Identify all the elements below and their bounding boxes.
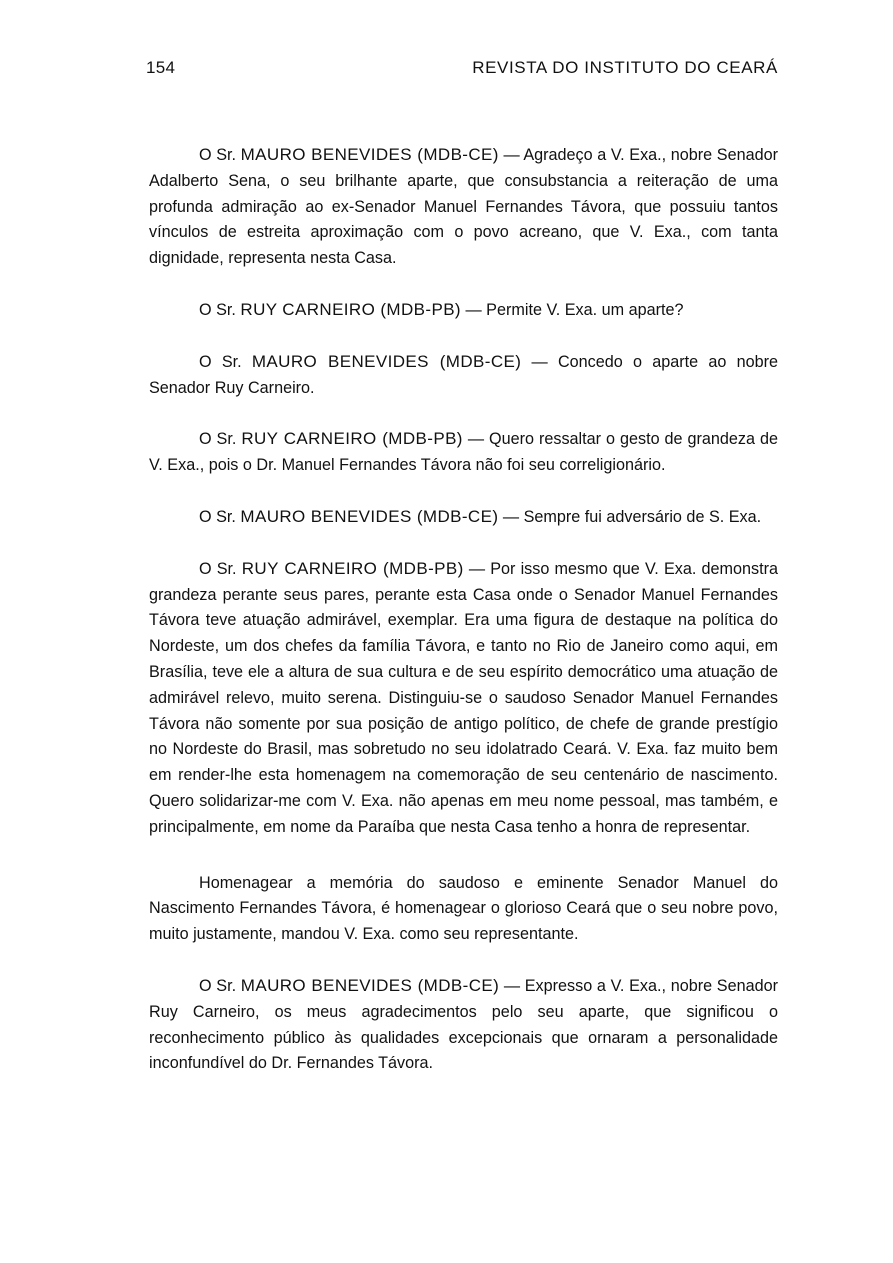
running-title: REVISTA DO INSTITUTO DO CEARÁ <box>472 58 778 77</box>
speaker-prefix: O Sr. <box>199 352 252 371</box>
speaker-prefix: O Sr. <box>199 559 242 578</box>
body-text <box>149 142 778 1102</box>
speaker-name: MAURO BENEVIDES (MDB-CE) <box>240 506 499 526</box>
speech-text: — Agradeço a V. Exa., nobre Senador Adalberto Sena, o seu brilhante aparte, que consubstancia a reiteração de uma profunda admiração ao ex-Senador Manuel Fernandes Távora, que possuiu tantos vínculos de estreita aproximação com o povo acreano, que V. Exa., com tanta dignidade, representa nesta Casa. <box>149 146 778 268</box>
speech-text: — Concedo o aparte ao nobre Senador Ruy Carneiro. <box>149 352 778 397</box>
speaker-prefix: O Sr. <box>199 976 241 995</box>
speaker-prefix: O Sr. <box>199 430 242 449</box>
paragraph-6 <box>149 556 778 841</box>
paragraph-3 <box>149 349 778 402</box>
paragraph-4 <box>149 426 778 479</box>
paragraph-8 <box>149 973 778 1077</box>
speaker-prefix: O Sr. <box>199 300 241 319</box>
page-header <box>146 58 778 82</box>
speech-text: — Sempre fui adversário de S. Exa. <box>498 507 762 526</box>
paragraph-5 <box>149 504 778 531</box>
speaker-name: MAURO BENEVIDES (MDB-CE) <box>240 975 500 995</box>
speaker-name: MAURO BENEVIDES (MDB-CE) <box>251 351 522 371</box>
speech-text: — Por isso mesmo que V. Exa. demonstra grandeza perante seus pares, perante esta Casa onde o Senador Manuel Fernandes Távora teve atuação admirável, exemplar. Era uma figura de destaque na política do Nordeste, um dos chefes da família Távora, e tanto no Rio de Janeiro como aqui, em Brasília, teve ele a altura de sua cultura e de seu espírito democrático uma atuação de admirável relevo, muito serena. Distinguiu-se o saudoso Senador Manuel Fernandes Távora não somente por sua posição de antigo político, de chefe de grande prestígio no Nordeste do Brasil, mas sobretudo no seu idolatrado Ceará. V. Exa. faz muito bem em render-lhe esta homenagem na comemoração de seu centenário de nascimento. Quero solidarizar-me com V. Exa. não apenas em meu nome pessoal, mas também, e principalmente, em nome da Paraíba que nesta Casa tenho a honra de representar. <box>149 559 778 836</box>
speech-text: — Quero ressaltar o gesto de grandeza de V. Exa., pois o Dr. Manuel Fernandes Távora não foi seu correligionário. <box>149 430 778 475</box>
paragraph-2 <box>149 297 778 324</box>
speaker-name: RUY CARNEIRO (MDB-PB) <box>241 429 463 449</box>
speaker-name: RUY CARNEIRO (MDB-PB) <box>241 558 464 578</box>
speaker-name: RUY CARNEIRO (MDB-PB) <box>240 299 461 319</box>
paragraph-7 <box>149 871 778 948</box>
speaker-name: MAURO BENEVIDES (MDB-CE) <box>240 145 499 164</box>
speech-text: Homenagear a memória do saudoso e eminente Senador Manuel do Nascimento Fernandes Távora, é homenagear o glorioso Ceará que o seu nobre povo, muito justamente, mandou V. Exa. como seu representante. <box>149 873 778 944</box>
page-number: 154 <box>146 58 176 77</box>
speaker-prefix: O Sr. <box>199 146 241 164</box>
paragraph-1 <box>149 142 778 272</box>
speech-text: — Permite V. Exa. um aparte? <box>461 300 684 319</box>
speech-text: — Expresso a V. Exa., nobre Senador Ruy Carneiro, os meus agradecimentos pelo seu aparte, que significou o reconhecimento público às qualidades excepcionais que ornaram a personalidade inconfundível do Dr. Fernandes Távora. <box>149 976 778 1073</box>
speaker-prefix: O Sr. <box>199 507 241 526</box>
